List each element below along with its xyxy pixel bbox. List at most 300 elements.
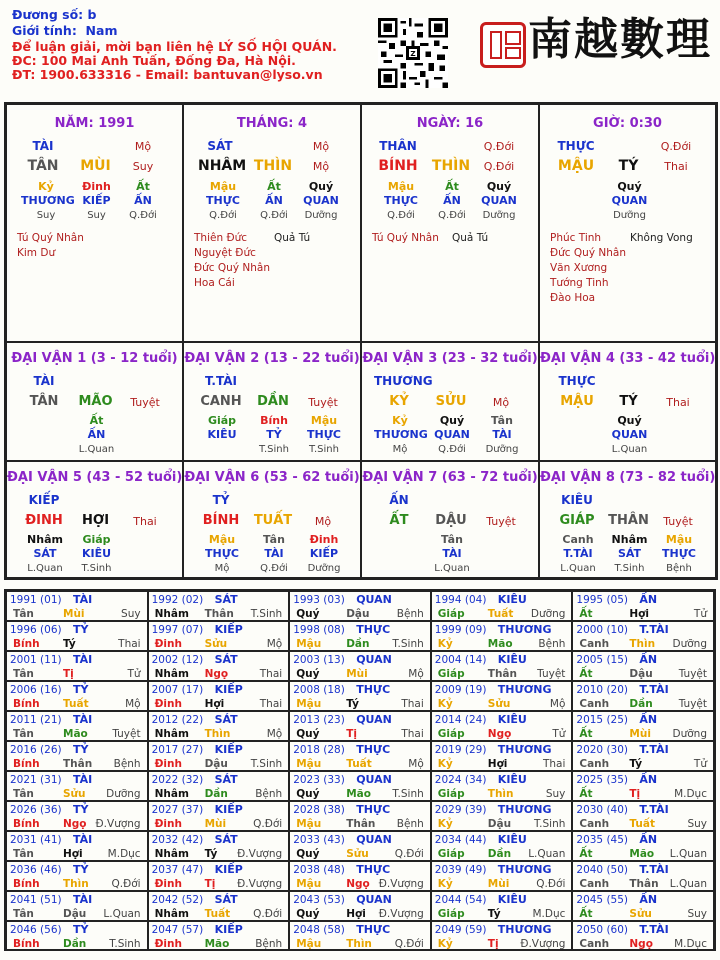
year-cell [572,591,714,621]
year-god: TỶ [73,683,89,696]
year-stem: Kỷ [437,638,453,650]
year-label: 2009 (19) [434,684,487,696]
hidden-god: THỰC [307,428,341,441]
year-label: 2048 (58) [293,924,345,936]
dai-van-title: ĐẠI VẬN 4 (33 - 42 tuổi) [540,351,716,366]
year-branch: Sửu [487,698,511,710]
year-label: 1993 (03) [293,594,345,606]
star-item: Hoa Cái [194,277,235,289]
gender-line: Giới tính: Nam [12,23,118,38]
year-cell [289,741,431,771]
dai-van-god: TÀI [33,374,55,388]
year-stem: Bính [13,818,40,830]
year-label: 2040 (50) [576,864,629,876]
year-stage: Q.Đới [253,908,283,920]
hidden-stage: T.Sinh [259,444,289,455]
year-branch: Ngọ [63,818,87,830]
pillar-branch: TÝ [618,158,639,174]
year-label: 2049 (59) [434,924,487,936]
year-branch: Tý [487,908,501,920]
year-god: TỶ [73,623,89,636]
year-label: 2047 (57) [151,924,204,936]
dai-van-god: THỰC [558,374,596,388]
pillar-phase: Thai [664,160,688,173]
year-label: 2015 (25) [576,714,629,726]
year-stage: Suy [687,818,707,830]
year-stage: Bệnh [113,758,141,770]
year-god: TÀI [73,713,93,726]
year-stage: Tuyệt [537,668,566,680]
year-stage: M.Dục [674,938,707,950]
year-cell [6,861,148,891]
hidden-god: QUAN [611,428,648,441]
year-god: TÀI [73,593,93,606]
hidden-stage: Dưỡng [307,563,341,574]
year-stem: Nhâm [154,908,189,920]
year-label: 2021 (31) [10,774,62,786]
year-label: 2017 (27) [151,744,204,756]
year-stage: L.Quan [103,908,141,920]
dai-van-cell [183,461,361,578]
year-stage: Tuyệt [678,698,707,710]
year-cell [431,801,573,831]
year-stem: Bính [13,698,40,710]
dai-van-branch: DẬU [435,513,467,528]
year-branch: Mão [204,938,230,950]
dai-van-cell [539,342,716,461]
pillar-cell [539,104,716,342]
year-stage: Suy [121,608,141,620]
year-god: SÁT [214,773,238,786]
pillar-branch: THÌN [431,158,471,174]
year-branch: Thìn [346,938,372,950]
hidden-stage: T.Sinh [81,563,112,574]
year-stem: Giáp [437,908,465,920]
year-label: 2038 (48) [293,864,345,876]
year-god: KIÊU [497,893,527,906]
year-god: KIẾP [214,683,243,696]
year-branch: Dần [346,638,370,650]
year-stem: Đinh [154,638,182,650]
year-label: 2030 (40) [576,804,629,816]
year-label: 1991 (01) [10,594,62,606]
qr-code[interactable] [378,18,448,88]
dai-van-phase: Thai [666,396,690,409]
year-branch: Tị [63,668,74,680]
year-god: T.TÀI [639,863,669,876]
hidden-god: ẤN [134,194,152,207]
year-label: 2001 (11) [10,654,62,666]
star-list [550,231,626,306]
year-label: 2003 (13) [293,654,345,666]
star-list [194,231,270,291]
hidden-stem: Ất [136,180,150,193]
year-label: 2029 (39) [434,804,487,816]
year-cell [6,681,148,711]
year-label: 2006 (16) [10,684,62,696]
year-god: THỰC [356,683,391,696]
year-stem: Tân [13,788,34,800]
year-stem: Giáp [437,848,465,860]
dai-van-cell [539,461,716,578]
year-cell [148,921,290,951]
hidden-stem: Nhâm [27,533,63,546]
star-item: Đức Quý Nhân [550,247,626,259]
year-stage: Thai [401,728,424,740]
year-stage: Q.Đới [394,848,424,860]
year-branch: Tuất [204,908,231,920]
dai-van-cell [183,342,361,461]
year-stem: Quý [296,728,320,740]
hidden-stage: L.Quan [78,444,115,455]
year-cell [572,741,714,771]
year-cell [6,591,148,621]
pillar-stem: MẬU [557,158,595,174]
year-god: QUAN [356,593,392,606]
year-stage: Dưỡng [530,608,566,620]
year-cell [148,711,290,741]
year-god: KIẾP [214,623,243,636]
hidden-god: ẤN [87,428,106,441]
year-branch: Mão [487,638,513,650]
year-god: TỶ [73,803,89,816]
year-stem: Ất [579,728,593,740]
dai-van-god: TỶ [212,493,230,507]
year-branch: Tị [204,878,216,890]
hidden-stem: Giáp [207,414,237,427]
year-label: 2025 (35) [576,774,629,786]
year-stage: T.Sinh [109,938,141,950]
hidden-stage: Dưỡng [613,210,646,221]
year-branch: Ngọ [204,668,229,680]
dai-van-stem: TÂN [29,394,59,409]
year-stage: M.Dục [107,848,141,860]
star-item: Đức Quý Nhân [194,262,270,274]
year-cell [289,921,431,951]
year-label: 2016 (26) [10,744,62,756]
year-cell [431,861,573,891]
year-branch: Dần [63,938,87,950]
year-stage: T.Sinh [250,608,283,620]
hidden-god: QUAN [611,194,648,207]
hidden-god: THỰC [206,194,240,207]
year-stage: Tuyệt [678,668,707,680]
hidden-god: ẤN [443,194,461,207]
year-branch: Tý [346,698,359,710]
year-stem: Giáp [437,668,465,680]
year-god: QUAN [356,653,392,666]
year-god: ẤN [639,773,658,786]
hidden-stem: Quý [439,414,465,427]
year-label: 2019 (29) [434,744,487,756]
hidden-stem: Tân [263,533,285,546]
dai-van-god: ẤN [389,493,409,507]
year-stem: Canh [579,878,610,890]
year-branch: Dậu [487,818,512,830]
dai-van-title: ĐẠI VẬN 7 (63 - 72 tuổi) [362,470,538,485]
year-branch: Thìn [629,638,656,650]
year-stage: Đ.Vượng [378,878,424,890]
logo-seal [480,22,526,68]
year-branch: Hợi [629,608,649,620]
pillar-god: THÂN [379,139,417,153]
year-cell [431,921,573,951]
year-stage: Suy [687,908,707,920]
year-branch: Tuất [63,698,89,710]
hidden-stem: Kỷ [38,180,54,193]
year-branch: Sửu [63,788,86,800]
year-cell [6,831,148,861]
hidden-stem: Canh [562,533,594,546]
dai-van-phase: Tuyệt [130,396,160,409]
year-god: TỶ [73,743,89,756]
year-god: ẤN [639,593,658,606]
hidden-stage: Dưỡng [304,210,338,221]
year-stage: M.Dục [532,908,566,920]
year-label: 2002 (12) [151,654,204,666]
year-stem: Nhâm [154,668,189,680]
year-cell [289,771,431,801]
hidden-god: THỰC [384,194,418,207]
year-branch: Mùi [204,818,227,830]
year-stem: Ất [579,608,593,620]
year-cell [289,801,431,831]
year-label: 2039 (49) [434,864,487,876]
dai-van-phase: Tuyệt [308,396,338,409]
year-god: THƯƠNG [497,683,552,696]
year-stem: Bính [13,878,40,890]
year-stem: Đinh [154,818,182,830]
dai-van-title: ĐẠI VẬN 5 (43 - 52 tuổi) [7,470,183,485]
year-stage: Mộ [266,638,283,650]
year-stem: Đinh [154,938,182,950]
year-stem: Quý [296,608,320,620]
year-stage: T.Sinh [533,818,566,830]
year-cell [148,681,290,711]
year-god: ẤN [639,653,658,666]
pillar-god-right: Q.Đới [483,140,515,153]
year-stem: Mậu [296,698,322,710]
year-stem: Mậu [296,758,322,770]
year-branch: Hợi [346,908,366,920]
year-stem: Mậu [296,818,322,830]
pillar-title: GIỜ: 0:30 [593,116,662,131]
hidden-god: THƯƠNG [374,428,428,441]
hidden-god: KIÊU [207,428,237,441]
year-label: 2026 (36) [10,804,62,816]
year-label: 1995 (05) [576,594,629,606]
hidden-stem: Mậu [209,180,237,193]
year-branch: Hợi [204,698,225,710]
contact-line: Để luận giải, mời bạn liên hệ LÝ SỐ HỘI QUÁN. [12,39,337,54]
year-stage: Tuyệt [112,728,141,740]
year-stage: T.Sinh [392,638,424,650]
logo-text: 南越數理 [528,14,712,65]
year-cell [431,711,573,741]
year-branch: Hợi [63,848,83,860]
year-god: SÁT [214,713,238,726]
year-stem: Bính [13,938,40,950]
year-stage: Bệnh [255,788,283,800]
hidden-stem: Tân [491,414,513,427]
year-stem: Mậu [296,638,322,650]
star-item: Không Vong [630,232,693,244]
year-stem: Quý [296,848,320,860]
year-stem: Ất [579,848,593,860]
star-item: Quả Tú [274,232,311,244]
hidden-god: SÁT [617,547,642,560]
star-item: Đào Hoa [550,292,596,304]
year-label: 1997 (07) [151,624,204,636]
year-cell [431,621,573,651]
year-stage: Mộ [266,728,283,740]
year-cell [6,651,148,681]
hidden-stage: Q.Đới [438,210,466,221]
pillar-title: NĂM: 1991 [54,116,135,131]
year-stage: Thai [401,698,424,710]
year-god: TÀI [73,833,93,846]
dai-van-phase: Mộ [314,515,332,528]
year-cell [431,651,573,681]
pillar-title: NGÀY: 16 [416,116,484,131]
year-branch: Thân [346,818,376,830]
pillar-stem: BÍNH [378,158,418,174]
hidden-stage: T.Sinh [614,563,645,574]
year-label: 2044 (54) [434,894,487,906]
hidden-god: QUAN [481,194,517,207]
year-stage: L.Quan [669,848,707,860]
year-stage: Q.Đới [394,938,424,950]
hidden-stage: Q.Đới [129,210,157,221]
hidden-stem: Mậu [208,533,236,546]
year-stage: Bệnh [538,638,566,650]
year-god: KIẾP [214,863,243,876]
star-item: Nguyệt Đức [194,247,256,259]
year-god: KIÊU [497,653,527,666]
year-stem: Quý [296,788,320,800]
pillar-cell [361,104,539,342]
hidden-god: TÀI [442,547,462,560]
year-stem: Tân [13,908,34,920]
year-branch: Mão [346,788,371,800]
year-stage: Q.Đới [111,878,141,890]
year-stage: Mộ [549,698,566,710]
star-item: Tú Quý Nhân [17,232,84,244]
year-branch: Tý [204,848,218,860]
year-stem: Canh [579,698,610,710]
year-stage: Q.Đới [253,818,283,830]
hidden-god: THƯƠNG [21,194,75,207]
year-stage: Tử [127,668,141,680]
year-god: QUAN [356,833,392,846]
year-stem: Nhâm [154,608,189,620]
dai-van-title: ĐẠI VẬN 3 (23 - 32 tuổi) [362,351,538,366]
year-cell [148,801,290,831]
year-label: 2033 (43) [293,834,345,846]
hidden-god: TỶ [266,428,282,441]
year-branch: Sửu [204,638,228,650]
hidden-god: TÀI [492,428,512,441]
year-label: 2008 (18) [293,684,345,696]
year-label: 2028 (38) [293,804,345,816]
year-branch: Dậu [204,758,228,770]
star-list [17,231,84,261]
pillar-branch: THÌN [253,158,293,174]
year-god: THƯƠNG [497,923,552,936]
year-god: SÁT [214,653,238,666]
annual-luck-grid [4,589,716,951]
dai-van-title: ĐẠI VẬN 6 (53 - 62 tuổi) [184,470,360,485]
year-branch: Mão [63,728,88,740]
year-god: QUAN [356,713,392,726]
pillar-god: THỰC [557,139,595,153]
year-branch: Thìn [204,728,231,740]
year-cell [6,741,148,771]
pillar-cell [183,104,361,342]
year-stem: Đinh [154,758,182,770]
year-stem: Mậu [296,878,322,890]
year-stem: Canh [579,938,610,950]
dai-van-stem: MẬU [560,394,594,409]
year-label: 2010 (20) [576,684,629,696]
hidden-stem: Quý [486,180,512,193]
year-god: QUAN [356,893,392,906]
year-branch: Tuất [487,608,514,620]
year-stem: Quý [296,668,320,680]
year-stem: Ất [579,908,593,920]
year-cell [148,861,290,891]
year-stage: Dưỡng [672,638,707,650]
year-stage: Mộ [408,668,424,680]
year-god: TÀI [73,653,93,666]
hidden-stage: L.Quan [560,563,596,574]
year-label: 2043 (53) [293,894,345,906]
dai-van-branch: TUẤT [253,513,293,528]
hidden-stage: Bệnh [666,563,692,574]
hidden-god: QUAN [434,428,470,441]
year-branch: Tý [629,758,643,770]
year-label: 2037 (47) [151,864,204,876]
year-branch: Thân [63,758,93,770]
dai-van-stem: GIÁP [559,513,595,528]
year-branch: Thân [487,668,517,680]
year-branch: Ngọ [346,878,370,890]
year-stage: Đ.Vượng [95,818,141,830]
hidden-god: THỰC [205,547,239,560]
dai-van-branch: DẦN [257,394,289,409]
dai-van-stem: ĐINH [25,513,63,528]
year-stage: Bệnh [396,818,424,830]
year-god: KIÊU [497,773,527,786]
year-stem: Kỷ [437,698,453,710]
year-god: THƯƠNG [497,623,552,636]
hidden-god: T.TÀI [563,547,593,560]
pillar-phase: Mộ [312,160,330,173]
hidden-god: THỰC [662,547,696,560]
year-label: 2041 (51) [10,894,62,906]
year-label: 2023 (33) [293,774,345,786]
year-stage: L.Quan [669,878,707,890]
hidden-god: SÁT [33,547,57,560]
year-stem: Giáp [437,728,465,740]
year-label: 2014 (24) [434,714,487,726]
year-stage: Tử [693,608,707,620]
year-branch: Sửu [629,908,652,920]
star-item: Kim Dư [17,247,56,259]
year-branch: Thìn [63,878,89,890]
year-stem: Giáp [437,608,465,620]
year-label: 2004 (14) [434,654,487,666]
